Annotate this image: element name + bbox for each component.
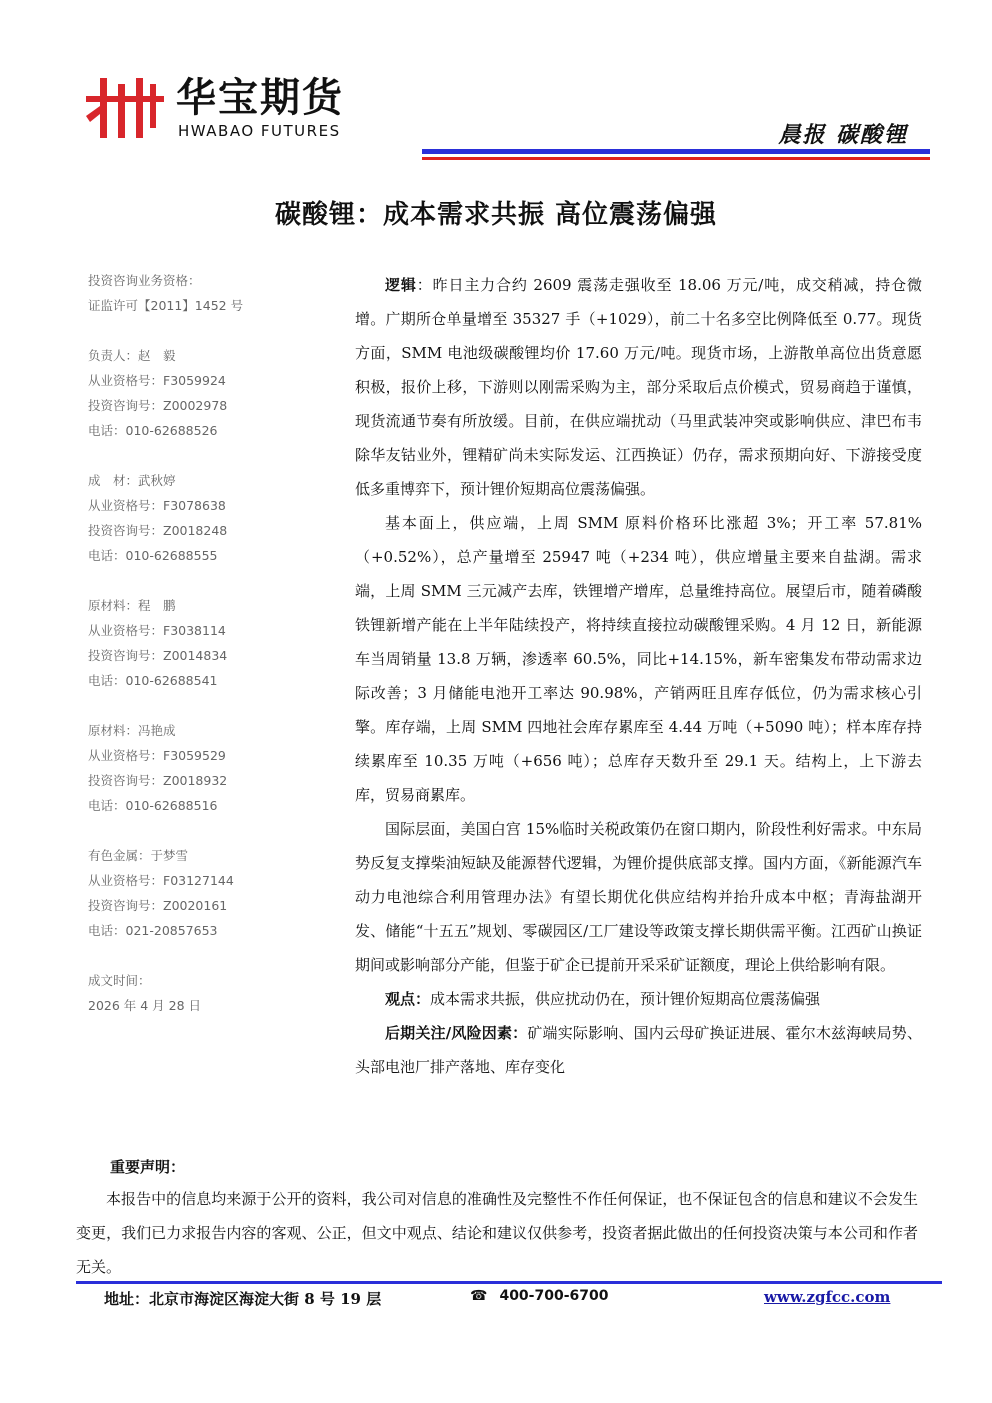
fundamentals-paragraph: 基本面上，供应端，上周 SMM 原料价格环比涨超 3%；开工率 57.81%（+0.52%），总产量增至 25947 吨（+234 吨），供应增量主要来自盐湖。需求端，上周 SMM 三元减产去库，铁锂增产增库，总量维持高位。展望后市，随着磷酸铁锂新增产能在上半年陆续投产，将持续直接拉动碳酸锂采购。4 月 12 日，新能源车当周销量 13.8 万辆，渗透率 60.5%，同比+14.15%，新车密集发布带动需求边际改善；3 月储能电池开工率达 90.98%，产销两旺且库存低位，仍为需求核心引擎。库存端，上周 SMM 四地社会库存累库至 4.44 万吨（+5090 吨）；样本库存持续累库至 10.35 万吨（+656 吨）；总库存天数升至 29.1 天。结构上，上下游去库，贸易商累库。 [355,514,922,804]
disclaimer-heading: 重要声明： [110,1158,186,1176]
footer-divider [76,1281,942,1284]
sidebar-line: 从业资格号：F03127144 [88,873,234,888]
sidebar-line: 从业资格号：F3059529 [88,748,226,763]
analyst-group [88,593,338,693]
sidebar-line: 成文时间： [88,973,151,988]
disclaimer-body: 本报告中的信息均来源于公开的资料，我公司对信息的准确性及完整性不作任何保证，也不保证包含的信息和建议不会发生变更，我们已力求报告内容的客观、公正，但文中观点、结论和建议仅供参考，投资者据此做出的任何投资决策与本公司和作者无关。 [76,1190,918,1276]
header-blue-band [422,149,930,154]
sidebar-line: 电话：021-20857653 [88,923,218,938]
sidebar-line: 证监许可【2011】1452 号 [88,298,244,313]
report-type-label: 晨报 碳酸锂 [778,122,908,148]
sidebar-line: 电话：010-62688555 [88,548,218,563]
report-title: 碳酸锂：成本需求共振 高位震荡偏强 [274,200,718,230]
risk-label: 后期关注/风险因素： [385,1024,528,1042]
logic-label: 逻辑 [385,276,417,294]
sidebar-line: 投资咨询号：Z0014834 [88,648,228,663]
header-red-band [422,157,930,160]
analyst-group [88,468,338,568]
sidebar-line: 负责人：赵 毅 [88,348,176,363]
analyst-sidebar [88,268,338,1043]
sidebar-line: 有色金属：于梦雪 [88,848,189,863]
sidebar-line: 投资咨询号：Z0002978 [88,398,228,413]
analyst-group [88,843,338,943]
sidebar-line: 从业资格号：F3078638 [88,498,226,513]
sidebar-line: 原材料：冯艳成 [88,723,176,738]
sidebar-line: 电话：010-62688541 [88,673,218,688]
view-label: 观点： [385,990,431,1008]
phone-icon: ☎ [470,1288,488,1304]
sidebar-line: 原材料：程 鹏 [88,598,176,613]
brand-name-en: HWABAO FUTURES [178,122,341,140]
sidebar-line: 成 材：武秋婷 [88,473,176,488]
sidebar-line: 电话：010-62688516 [88,798,218,813]
risk-paragraph [355,1016,922,1084]
logic-text: ：昨日主力合约 2609 震荡走强收至 18.06 万元/吨，成交稍减，持仓微增。广期所仓单量增至 35327 手（+1029），前二十名多空比例降低至 0.77。现货方面，SMM 电池级碳酸锂均价 17.60 万元/吨。现货市场，上游散单高位出货意愿积极，报价上移，下游则以刚需采购为主，部分采取后点价模式，贸易商趋于谨慎，现货流通节奏有所放缓。目前，在供应端扰动（马里武装冲突或影响供应、津巴布韦除华友钴业外，锂精矿尚未实际发运、江西换证）仍存，需求预期向好、下游接受度低多重博弈下，预计锂价短期高位震荡偏强。 [355,276,922,498]
website-link[interactable]: www.zgfcc.com [764,1288,891,1306]
sidebar-line: 投资咨询号：Z0018248 [88,523,228,538]
footer-phone [470,1288,609,1304]
analyst-group [88,718,338,818]
macro-paragraph: 国际层面，美国白宫 15%临时关税政策仍在窗口期内，阶段性利好需求。中东局势反复支撑柴油短缺及能源替代逻辑，为锂价提供底部支撑。国内方面，《新能源汽车动力电池综合利用管理办法》有望长期优化供应结构并抬升成本中枢；青海盐湖开发、储能“十五五”规划、零碳园区/工厂建设等政策支撑长期供需平衡。江西矿山换证期间或影响部分产能，但鉴于矿企已提前开采采矿证额度，理论上供给影响有限。 [355,820,922,974]
brand-name-cn: 华宝期货 [176,75,344,121]
report-body [355,268,922,1084]
sidebar-line: 投资咨询业务资格： [88,273,201,288]
sidebar-line: 投资咨询号：Z0020161 [88,898,228,913]
analyst-group [88,268,338,318]
analyst-group [88,343,338,443]
hwabao-logo-icon [84,76,166,138]
sidebar-line: 从业资格号：F3038114 [88,623,226,638]
disclaimer-section [76,1152,918,1284]
view-paragraph [355,982,922,1016]
sidebar-line: 2026 年 4 月 28 日 [88,998,202,1013]
sidebar-line: 从业资格号：F3059924 [88,373,226,388]
footer-address: 地址：北京市海淀区海淀大街 8 号 19 层 [104,1290,382,1308]
analyst-group [88,968,338,1018]
sidebar-line: 投资咨询号：Z0018932 [88,773,228,788]
risk-text: 矿端实际影响、国内云母矿换证进展、霍尔木兹海峡局势、头部电池厂排产落地、库存变化 [355,1024,922,1076]
phone-number: 400-700-6700 [499,1288,609,1304]
sidebar-line: 电话：010-62688526 [88,423,218,438]
logic-paragraph [355,268,922,506]
view-text: 成本需求共振，供应扰动仍在，预计锂价短期高位震荡偏强 [430,990,821,1008]
company-logo [84,72,374,142]
